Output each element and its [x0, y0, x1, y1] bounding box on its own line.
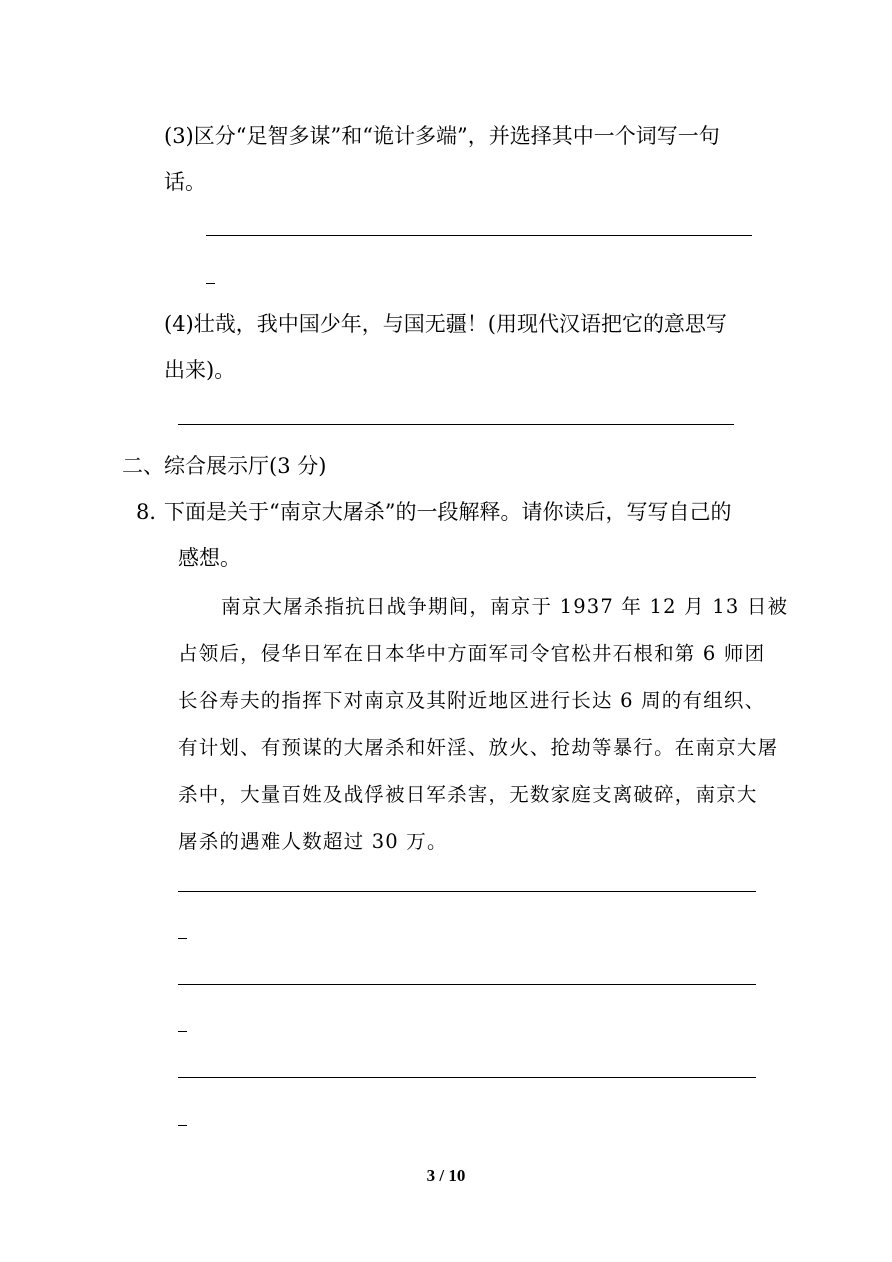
q8-passage-line6: 屠杀的遇难人数超过 30 万。 — [178, 830, 448, 853]
q8-passage-line5: 杀中，大量百姓及战俘被日军杀害，无数家庭支离破碎，南京大 — [178, 783, 758, 806]
q8-answer-line-1[interactable] — [178, 891, 756, 892]
q8-passage-line1: 南京大屠杀指抗日战争期间，南京于 1937 年 12 月 13 日被 — [221, 595, 789, 618]
q3-text-line2: 话。 — [164, 170, 206, 194]
q8-passage-line2: 占领后，侵华日军在日本华中方面军司令官松井石根和第 6 师团 — [178, 642, 766, 665]
q8-answer-line-2-tail — [178, 1031, 187, 1032]
page-number: 3 / 10 — [426, 1166, 466, 1185]
q8-passage-line3: 长谷寿夫的指挥下对南京及其附近地区进行长达 6 周的有组织、 — [178, 689, 766, 712]
q8-answer-line-2[interactable] — [178, 984, 756, 985]
section2-heading: 二、综合展示厅(3 分) — [122, 454, 327, 478]
q8-passage-line4: 有计划、有预谋的大屠杀和奸淫、放火、抢劫等暴行。在南京大屠 — [178, 736, 779, 759]
q3-answer-line[interactable] — [206, 235, 752, 236]
q4-text-line2: 出来)。 — [164, 358, 236, 382]
q4-text-line1: (4)壮哉，我中国少年，与国无疆！(用现代汉语把它的意思写 — [164, 312, 727, 336]
q4-answer-line[interactable] — [178, 424, 734, 425]
q3-text-line1: (3)区分“足智多谋”和“诡计多端”，并选择其中一个词写一句 — [164, 124, 720, 148]
q8-answer-line-3[interactable] — [178, 1077, 756, 1078]
q8-prompt-line1: 下面是关于“南京大屠杀”的一段解释。请你读后，写写自己的 — [164, 500, 732, 524]
q8-answer-line-3-tail — [178, 1125, 187, 1126]
q8-prompt-line2: 感想。 — [178, 546, 241, 570]
q8-number: 8． — [136, 500, 171, 524]
q3-answer-line-tail — [206, 283, 215, 284]
q8-answer-line-1-tail — [178, 938, 187, 939]
